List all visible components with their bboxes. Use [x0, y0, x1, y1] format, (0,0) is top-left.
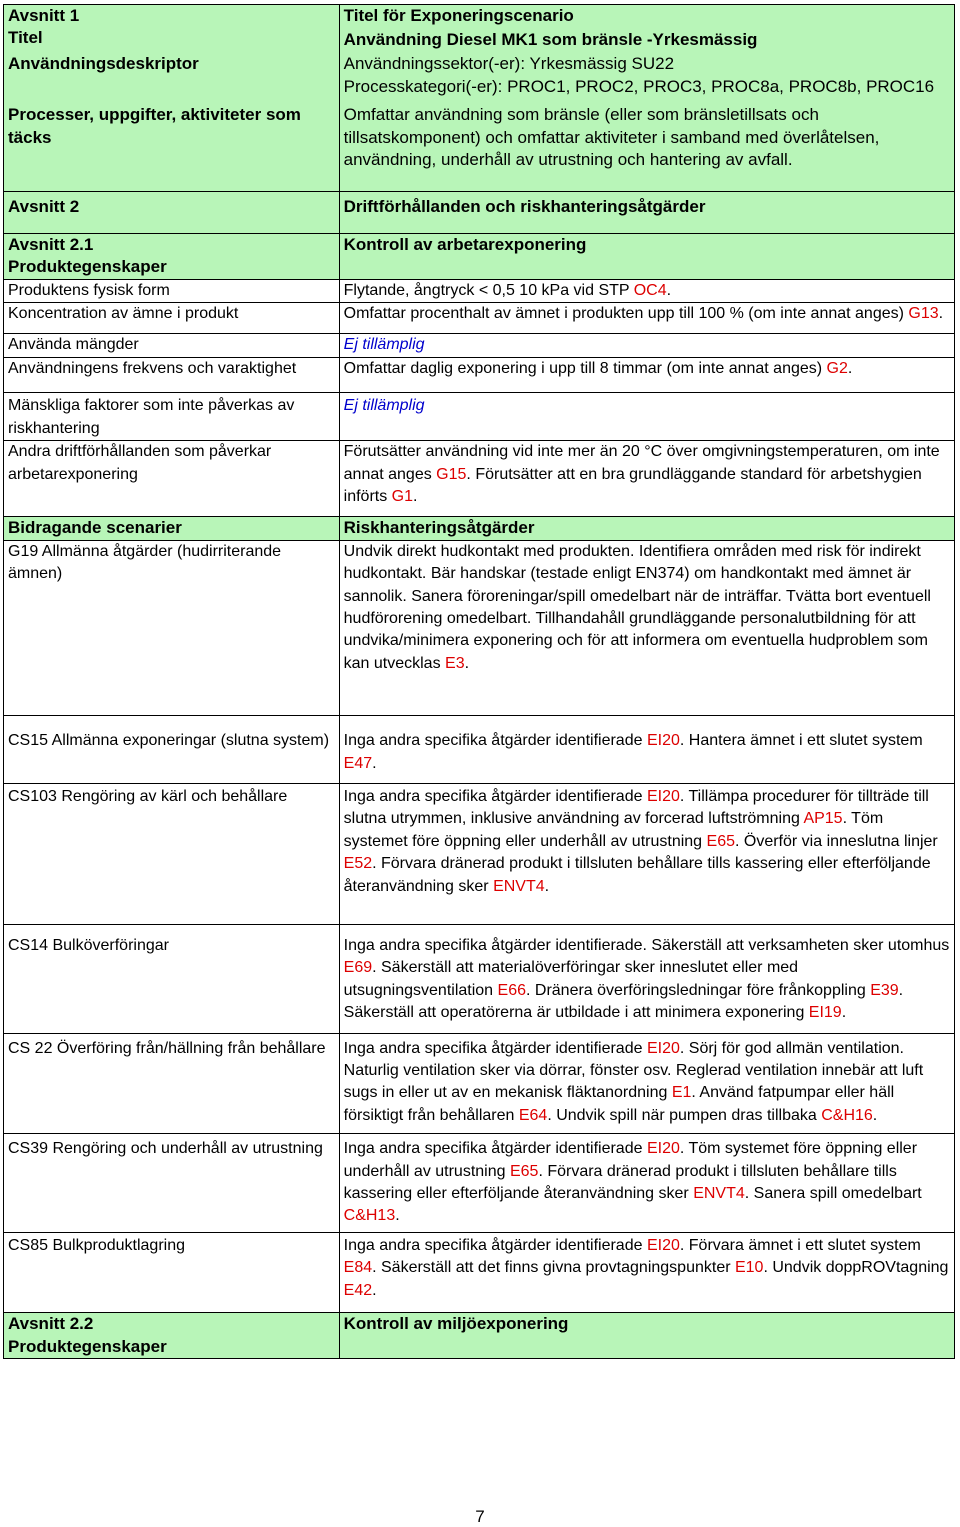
measure-text: . Säkerställ att operatörerna är utbildade i att minimera exponering — [343, 981, 904, 1022]
measure-text: . — [372, 1281, 377, 1299]
measure-text: Inga andra specifika åtgärder identifierade — [343, 1039, 647, 1057]
scenario-row — [4, 925, 955, 1034]
human-factors-label: Mänskliga faktorer som inte påverkas av riskhantering — [4, 393, 340, 441]
code-ref: ENVT4 — [693, 1185, 745, 1203]
code-ref: G15 — [436, 465, 467, 483]
human-factors-row — [4, 393, 955, 441]
measure-text: . — [464, 654, 470, 672]
section-2-2-row — [4, 1313, 955, 1336]
physical-form-label: Produktens fysisk form — [4, 279, 340, 302]
measure-text: . — [372, 754, 377, 772]
measure-text: Undvik direkt hudkontakt med produkten. Identifiera områden med risk för indirekt hudkontakt. Bär handskar (testade enligt EN374) om handkontakt med ämnet är sannolik. Sanera föroreningar/spill omedelbart när de inträffar. Tvätta bort eventuell hudförorening omedelbart. Tillhandahåll grundläggande personalutbildning för att undvika/minimera exponering och för att informera om eventuella hudproblem som kan utvecklas — [343, 542, 931, 672]
measure-text: . Förvara ämnet i ett slutet system — [679, 1236, 921, 1254]
code-ref: E65 — [706, 832, 735, 850]
product-properties-row — [4, 256, 955, 279]
code-ref: G1 — [391, 487, 413, 505]
code-ref: E42 — [343, 1281, 373, 1299]
code-ref: E3 — [445, 654, 465, 672]
title-label: Titel — [4, 27, 340, 53]
section-2-header: Driftförhållanden och riskhanteringsåtgärder — [339, 192, 954, 233]
concentration-label: Koncentration av ämne i produkt — [4, 303, 340, 334]
scenario-measures — [339, 1232, 954, 1312]
measure-text: Inga andra specifika åtgärder identifierade — [343, 732, 647, 750]
scenario-measures — [339, 540, 954, 715]
code-ref: EI19 — [808, 1004, 842, 1022]
frequency-label: Användningens frekvens och varaktighet — [4, 357, 340, 392]
exposure-scenario-table — [3, 4, 955, 1359]
scenario-name: CS85 Bulkproduktlagring — [4, 1232, 340, 1312]
scenario-row — [4, 1033, 955, 1134]
code-ref: ENVT4 — [493, 877, 545, 895]
code-ref: E47 — [343, 754, 373, 772]
measure-text: Inga andra specifika åtgärder identifierade — [343, 787, 647, 805]
section-1-label: Avsnitt 1 — [4, 5, 340, 28]
measure-text: Inga andra specifika åtgärder identifierade — [343, 1236, 647, 1254]
scenario-name: CS39 Rengöring och underhåll av utrustning — [4, 1134, 340, 1233]
measure-text: . Tillämpa procedurer för tillträde till slutna utrymmen, inklusive användning av forcerad luftströmning — [343, 787, 929, 828]
code-ref: E66 — [497, 981, 526, 999]
measure-text: . Töm systemet före öppning eller underhåll av utrustning — [343, 1140, 918, 1180]
section-1-header-row — [4, 5, 955, 28]
section-2-label: Avsnitt 2 — [4, 192, 340, 233]
scenario-measures — [339, 716, 954, 784]
code-ref: EI20 — [646, 1140, 680, 1158]
descriptor-line-1: Användningssektor(-er): Yrkesmässig SU22 — [343, 54, 675, 74]
measure-text: . Säkerställ att materialöverföringar sker inneslutet eller med utsugningsventilation — [343, 959, 799, 999]
code-ref: C&H13 — [343, 1207, 396, 1225]
code-ref: OC4 — [633, 281, 667, 299]
measure-text: . Överför via inneslutna linjer — [734, 832, 938, 850]
amounts-label: Använda mängder — [4, 334, 340, 357]
section-2-1-row — [4, 233, 955, 256]
scenario-row — [4, 1232, 955, 1312]
physical-form-row — [4, 279, 955, 302]
contributing-scenarios-header: Bidragande scenarier — [4, 517, 340, 540]
measure-text: . — [395, 1207, 400, 1225]
section-2-2-header: Kontroll av miljöexponering — [339, 1313, 954, 1336]
measure-text: . — [841, 1004, 847, 1022]
processes-label: Processer, uppgifter, aktiviteter som täcks — [4, 98, 340, 192]
measure-text: . Förvara dränerad produkt i tillsluten behållare tills kassering eller efterföljande återanvändning sker — [343, 1162, 897, 1203]
scenario-row — [4, 783, 955, 924]
code-ref: EI20 — [646, 1236, 680, 1254]
concentration-value: Omfattar procenthalt av ämnet i produkten upp till 100 % (om inte annat anges) G13. — [339, 303, 954, 334]
descriptor-line-2: Processkategori(-er): PROC1, PROC2, PROC3, PROC8a, PROC8b, PROC16 — [343, 76, 935, 96]
code-ref: E52 — [343, 855, 373, 873]
other-conditions-value: Förutsätter användning vid inte mer än 20 °C över omgivningstemperaturen, om inte annat anges G15. Förutsätter att en bra grundläggande standard för arbetshygien införts G1. — [339, 441, 954, 517]
processes-value: Omfattar användning som bränsle (eller som bränsletillsats och tillsatskomponent) och omfattar aktiviteter i samband med överlåtelsen, användning, underhåll av utrustning och hantering av avfall. — [339, 98, 954, 192]
scenario-measures — [339, 783, 954, 924]
measure-text: . Förvara dränerad produkt i tillsluten behållare tills kassering eller efterföljande återanvändning sker — [343, 855, 931, 895]
measure-text: . Säkerställ att det finns givna provtagningspunkter — [372, 1259, 735, 1277]
title-row — [4, 27, 955, 53]
measure-text: . — [872, 1106, 878, 1124]
measure-text: Inga andra specifika åtgärder identifierade — [343, 1140, 647, 1158]
code-ref: G13 — [908, 305, 939, 323]
code-ref: C&H16 — [821, 1106, 873, 1124]
physical-form-value: Flytande, ångtryck < 0,5 10 kPa vid STP OC4. — [339, 279, 954, 302]
descriptor-value — [339, 53, 954, 98]
scenario-name: G19 Allmänna åtgärder (hudirriterande ämnen) — [4, 540, 340, 715]
descriptor-label: Användningsdeskriptor — [4, 53, 340, 98]
title-value: Användning Diesel MK1 som bränsle -Yrkesmässig — [339, 27, 954, 53]
code-ref: G2 — [826, 359, 848, 377]
scenario-measures — [339, 1134, 954, 1233]
other-conditions-row — [4, 441, 955, 517]
measure-text: . Sanera spill omedelbart — [744, 1185, 922, 1203]
measure-text: . Töm systemet före öppning eller underhåll av utrustning — [343, 810, 884, 850]
scenario-name: CS15 Allmänna exponeringar (slutna system) — [4, 716, 340, 784]
code-ref: E10 — [734, 1259, 764, 1277]
measure-text: . Sörj för god allmän ventilation. Naturlig ventilation sker via dörrar, fönster osv. Reglerad ventilation innebär att luft sugs in eller ut av en mekanisk fläktanordning — [343, 1039, 924, 1102]
contributing-header-row — [4, 517, 955, 540]
env-product-properties-label: Produktegenskaper — [4, 1336, 340, 1359]
scenario-row — [4, 716, 955, 784]
code-ref: E84 — [343, 1259, 373, 1277]
scenario-name: CS103 Rengöring av kärl och behållare — [4, 783, 340, 924]
scenario-measures — [339, 1033, 954, 1134]
section-2-row — [4, 192, 955, 233]
frequency-value: Omfattar daglig exponering i upp till 8 timmar (om inte annat anges) G2. — [339, 357, 954, 392]
other-conditions-label: Andra driftförhållanden som påverkar arbetarexponering — [4, 441, 340, 517]
concentration-row — [4, 303, 955, 334]
section-2-2-label: Avsnitt 2.2 — [4, 1313, 340, 1336]
code-ref: E39 — [870, 981, 899, 999]
descriptor-row — [4, 53, 955, 98]
page-number: 7 — [475, 1507, 485, 1526]
code-ref: EI20 — [646, 732, 680, 750]
measure-text: . Undvik doppROVtagning — [763, 1259, 949, 1277]
code-ref: EI20 — [646, 787, 680, 805]
env-product-properties-row — [4, 1336, 955, 1359]
code-ref: E65 — [509, 1162, 539, 1180]
amounts-row — [4, 334, 955, 357]
document-page — [3, 4, 955, 1359]
section-2-1-label: Avsnitt 2.1 — [4, 233, 340, 256]
scenario-name: CS 22 Överföring från/hällning från behållare — [4, 1033, 340, 1134]
amounts-value: Ej tillämplig — [339, 334, 954, 357]
frequency-row — [4, 357, 955, 392]
code-ref: E69 — [343, 959, 373, 977]
measure-text: Inga andra specifika åtgärder identifierade. Säkerställ att verksamheten sker utomhus — [343, 937, 950, 954]
measure-text: . — [544, 877, 550, 895]
risk-measures-header: Riskhanteringsåtgärder — [339, 517, 954, 540]
scenario-row — [4, 540, 955, 715]
scenario-measures — [339, 925, 954, 1034]
code-ref: E1 — [671, 1084, 692, 1102]
section-2-1-header: Kontroll av arbetarexponering — [339, 233, 954, 256]
code-ref: EI20 — [646, 1039, 680, 1057]
scenario-row — [4, 1134, 955, 1233]
measure-text: . Undvik spill när pumpen dras tillbaka — [547, 1106, 822, 1124]
product-properties-label: Produktegenskaper — [4, 256, 340, 279]
title-header: Titel för Exponeringscenario — [339, 5, 954, 28]
measure-text: . Hantera ämnet i ett slutet system — [679, 732, 923, 750]
scenario-name: CS14 Bulköverföringar — [4, 925, 340, 1034]
processes-row — [4, 98, 955, 192]
measure-text: . Dränera överföringsledningar före frånkoppling — [526, 981, 871, 999]
code-ref: E64 — [518, 1106, 548, 1124]
code-ref: AP15 — [803, 810, 843, 828]
human-factors-value: Ej tillämplig — [339, 393, 954, 441]
measure-text: . Använd fatpumpar eller häll försiktigt från behållaren — [343, 1084, 895, 1124]
